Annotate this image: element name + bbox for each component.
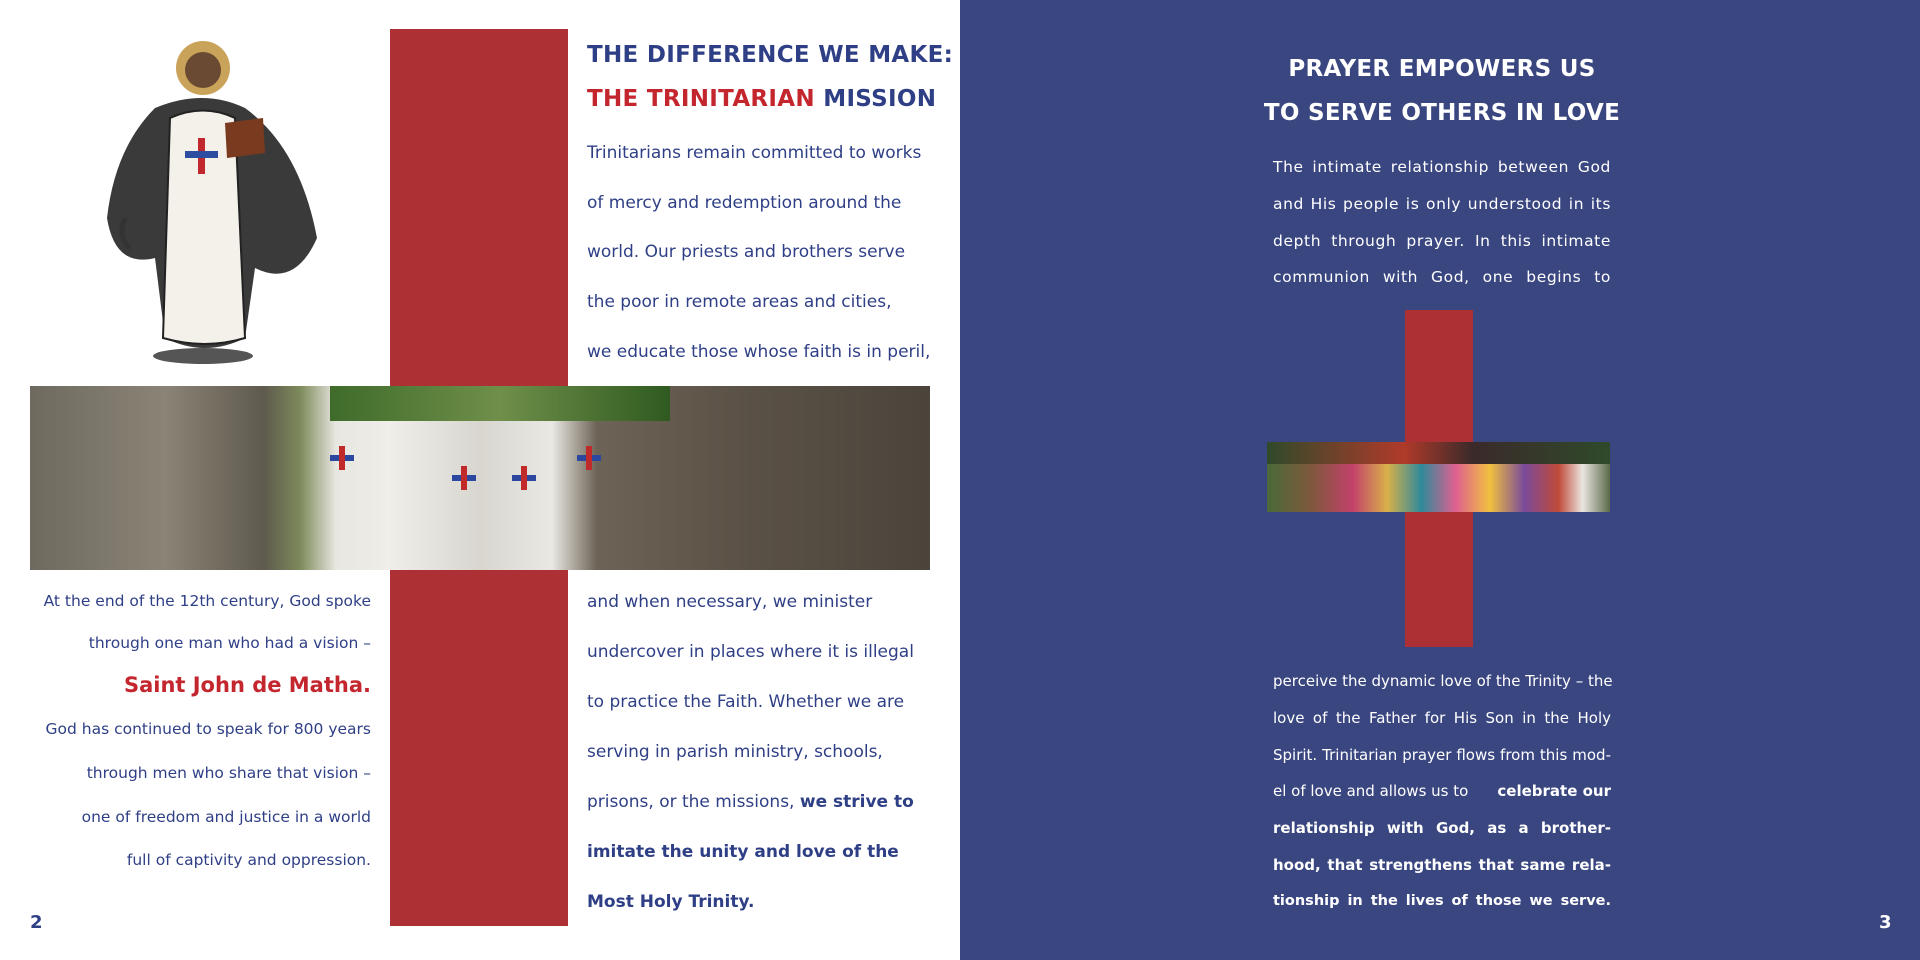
body-text: prisons, or the missions, (587, 792, 795, 812)
body-line: The intimate relationship between God (1273, 158, 1611, 176)
body-bold-line: imitate the unity and love of the (587, 842, 899, 862)
page-heading-line2 (587, 86, 936, 112)
intro-line: through one man who had a vision – (88, 634, 371, 652)
body-line: to practice the Faith. Whether we are (587, 692, 905, 712)
body-text: el of love and allows us to (1273, 782, 1469, 800)
heading-red-text: THE TRINITARIAN (587, 86, 815, 112)
body-line: communion with God, one begins to (1273, 268, 1611, 286)
community-group-photo (1267, 442, 1610, 512)
intro-line: God has continued to speak for 800 years (45, 720, 371, 738)
body-bold-line: hood, that strengthens that same rela- (1273, 856, 1611, 874)
saint-john-de-matha-illustration (95, 38, 325, 383)
body-line (587, 792, 914, 812)
body-line: Trinitarians remain committed to works (587, 143, 922, 163)
intro-line: through men who share that vision – (86, 764, 371, 782)
body-line: we educate those whose faith is in peril, (587, 342, 931, 362)
body-line: undercover in places where it is illegal (587, 642, 914, 662)
body-line: Spirit. Trinitarian prayer flows from this mod- (1273, 746, 1611, 764)
friars-procession-photo (30, 386, 930, 570)
body-line: serving in parish ministry, schools, (587, 742, 883, 762)
body-line: perceive the dynamic love of the Trinity – the (1273, 672, 1613, 690)
body-line: and His people is only understood in its (1273, 195, 1611, 213)
body-line: and when necessary, we minister (587, 592, 873, 612)
heading-blue-text: MISSION (823, 86, 937, 112)
body-bold-text: celebrate our (1497, 782, 1611, 800)
body-line: of mercy and redemption around the (587, 193, 902, 213)
body-bold-line: tionship in the lives of those we serve. (1273, 893, 1611, 909)
saint-name: Saint John de Matha. (123, 673, 371, 697)
page-number: 2 (30, 912, 43, 933)
body-bold-text: we strive to (799, 792, 914, 812)
body-line: love of the Father for His Son in the Holy (1273, 709, 1611, 727)
body-bold-line: relationship with God, as a brother- (1273, 819, 1611, 837)
intro-line: one of freedom and justice in a world (81, 808, 371, 826)
intro-line: At the end of the 12th century, God spoke (43, 592, 371, 610)
body-line: world. Our priests and brothers serve (587, 242, 906, 262)
right-heading-line2: TO SERVE OTHERS IN LOVE (1263, 100, 1621, 126)
right-heading-line1: PRAYER EMPOWERS US (1288, 56, 1596, 82)
friar-cross-icon (452, 466, 476, 490)
body-bold-line: Most Holy Trinity. (587, 892, 755, 912)
body-line: the poor in remote areas and cities, (587, 292, 892, 312)
friar-cross-icon (330, 446, 354, 470)
page-number: 3 (1879, 912, 1892, 933)
page-heading-line1: THE DIFFERENCE WE MAKE: (587, 42, 954, 68)
body-line: depth through prayer. In this intimate (1273, 232, 1611, 250)
friar-cross-icon (577, 446, 601, 470)
intro-line: full of captivity and oppression. (126, 851, 371, 869)
body-line (1273, 782, 1611, 800)
friar-cross-icon (512, 466, 536, 490)
